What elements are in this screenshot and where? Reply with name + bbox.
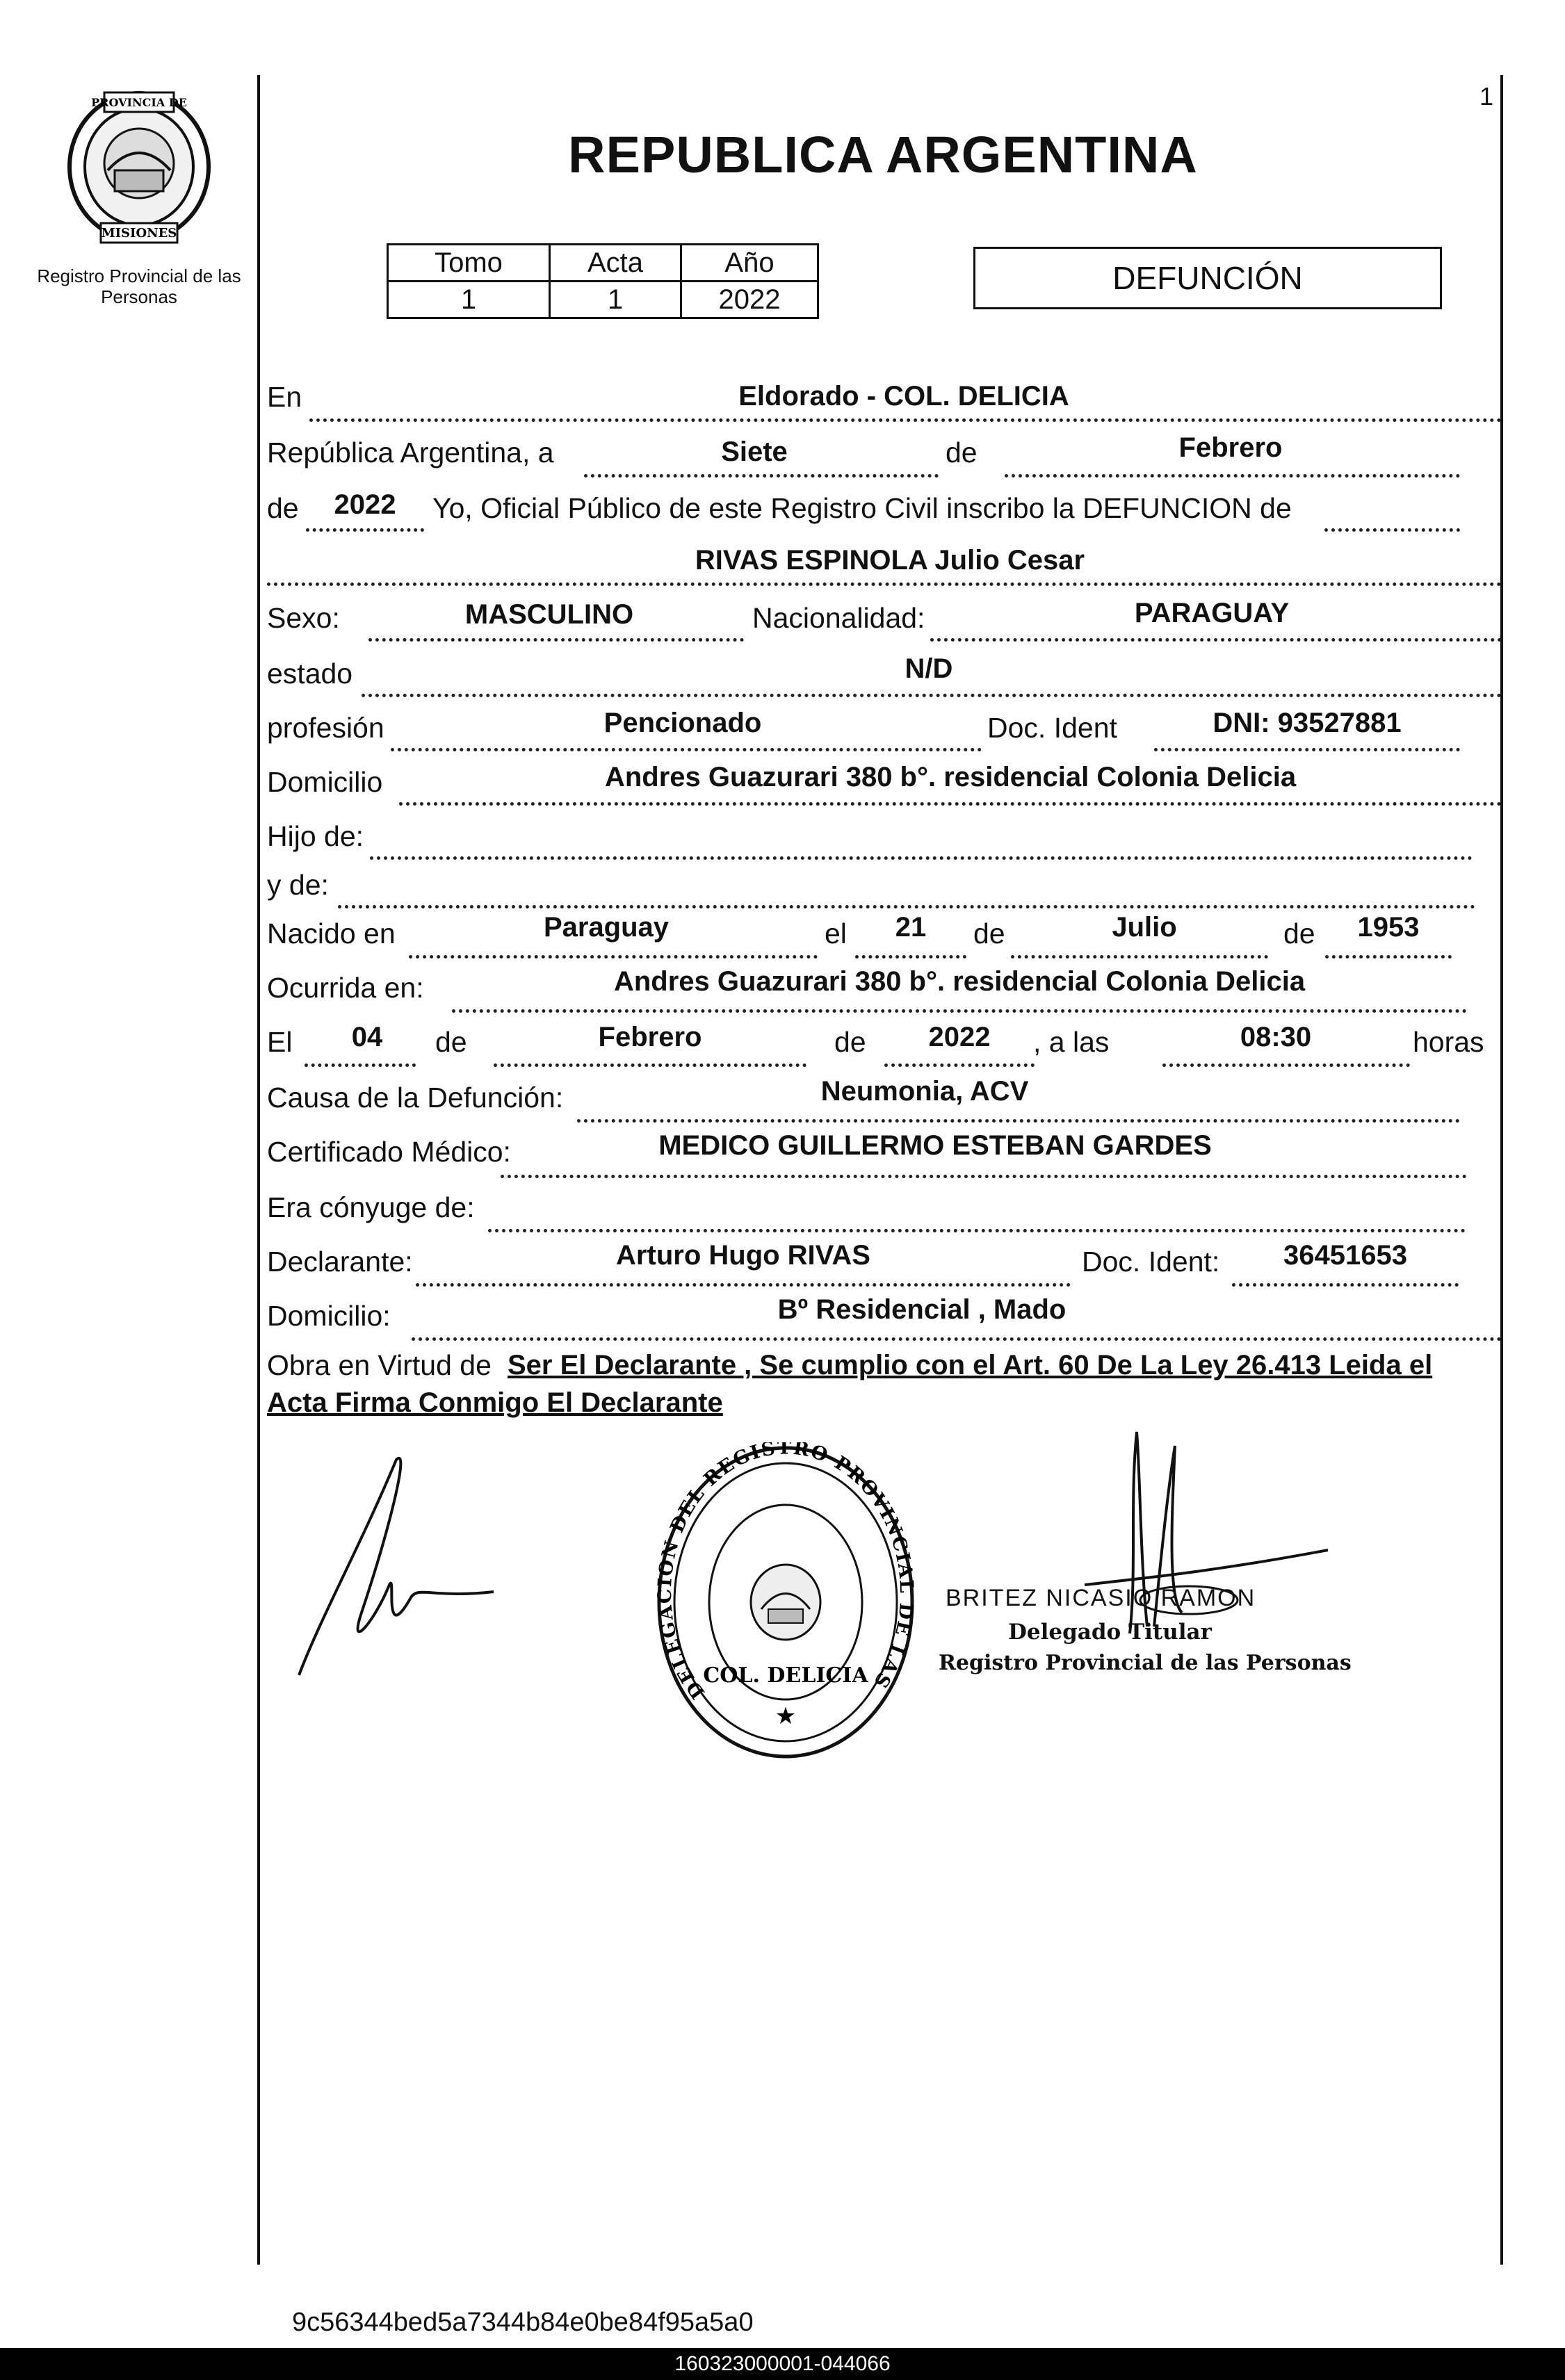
certificado-dotted-line bbox=[501, 1175, 1467, 1178]
ocurrida-dotted-line bbox=[452, 1009, 1467, 1013]
declarante-value: Arturo Hugo RIVAS bbox=[616, 1240, 870, 1271]
hijo-dotted-line bbox=[370, 856, 1473, 860]
document-type-box: DEFUNCIÓN bbox=[973, 247, 1442, 309]
sexo-value: MASCULINO bbox=[464, 599, 634, 630]
acta-value: 1 bbox=[550, 282, 681, 318]
obra-text-line-1: Ser El Declarante , Se cumplio con el Art. 60 De La Ley 26.413 Leida el bbox=[508, 1350, 1433, 1380]
domicilio-dotted-line bbox=[399, 802, 1502, 806]
El-label: El bbox=[267, 1026, 293, 1058]
birth-day-dotted-line bbox=[855, 955, 966, 959]
month-dotted-line bbox=[1005, 474, 1460, 478]
nacido-label: Nacido en bbox=[267, 918, 396, 949]
right-margin-line bbox=[1500, 75, 1503, 2265]
declarante-dom-value: Bº Residencial , Mado bbox=[777, 1294, 1067, 1325]
estado-dotted-line bbox=[362, 694, 1502, 697]
estado-value: N/D bbox=[905, 653, 953, 684]
conyuge-dotted-line bbox=[488, 1229, 1466, 1232]
birth-year-value: 1953 bbox=[1357, 912, 1420, 943]
estado-label: estado bbox=[267, 658, 353, 690]
doc-ident-dotted-line bbox=[1154, 748, 1460, 751]
tomo-header: Tomo bbox=[388, 245, 550, 282]
barcode-id: 160323000001-044066 bbox=[674, 2352, 891, 2375]
deceased-name-value: RIVAS ESPINOLA Julio Cesar bbox=[695, 545, 1085, 576]
acta-header: Acta bbox=[550, 245, 681, 282]
horas-label: horas bbox=[1413, 1026, 1484, 1058]
a-las-label: , a las bbox=[1033, 1026, 1110, 1058]
y-de-label: y de: bbox=[267, 869, 329, 901]
birth-day-value: 21 bbox=[895, 912, 927, 943]
ano-value: 2022 bbox=[681, 282, 818, 318]
official-registry: Registro Provincial de las Personas bbox=[939, 1651, 1352, 1675]
page-title: REPUBLICA ARGENTINA bbox=[568, 126, 1198, 184]
profesion-dotted-line bbox=[391, 748, 982, 751]
conyuge-label: Era cónyuge de: bbox=[267, 1191, 475, 1223]
sexo-label: Sexo: bbox=[267, 602, 340, 634]
republica-label: República Argentina, a bbox=[267, 437, 554, 468]
doc-ident-label: Doc. Ident bbox=[987, 712, 1117, 744]
document-hash: 9c56344bed5a7344b84e0be84f95a5a0 bbox=[292, 2308, 754, 2337]
place-value: Eldorado - COL. DELICIA bbox=[738, 381, 1069, 411]
declarante-doc-label: Doc. Ident: bbox=[1082, 1246, 1220, 1278]
page-number: 1 bbox=[1479, 82, 1494, 111]
declarante-dotted-line bbox=[416, 1283, 1071, 1287]
hijo-label: Hijo de: bbox=[267, 820, 364, 852]
official-title: Delegado Titular bbox=[1008, 1620, 1212, 1645]
ano-header: Año bbox=[681, 245, 818, 282]
certificado-label: Certificado Médico: bbox=[267, 1136, 511, 1168]
de-label-5: de bbox=[435, 1026, 467, 1058]
day-dotted-line bbox=[584, 474, 939, 478]
y-de-dotted-line bbox=[338, 905, 1475, 908]
death-time-value: 08:30 bbox=[1240, 1022, 1312, 1052]
en-label: En bbox=[267, 381, 302, 413]
certificado-value: MEDICO GUILLERMO ESTEBAN GARDES bbox=[658, 1130, 1212, 1161]
declarante-label: Declarante: bbox=[267, 1246, 413, 1278]
declarante-doc-dotted-line bbox=[1232, 1283, 1459, 1287]
death-year-value: 2022 bbox=[928, 1022, 991, 1052]
birth-month-dotted-line bbox=[1011, 955, 1268, 959]
svg-text:★: ★ bbox=[775, 1703, 797, 1729]
tomo-value: 1 bbox=[388, 282, 550, 318]
seal-outer-text: DELEGACION DEL REGISTRO PROVINCIAL DE LAS bbox=[654, 1442, 918, 1703]
svg-text:MISIONES: MISIONES bbox=[101, 226, 177, 241]
book-table bbox=[387, 243, 819, 319]
footer-bar bbox=[0, 2348, 1565, 2380]
registry-name: Registro Provincial de las Personas bbox=[37, 266, 241, 307]
ocurrida-en-value: Andres Guazurari 380 b°. residencial Colonia Delicia bbox=[613, 966, 1306, 997]
left-margin-line bbox=[257, 75, 260, 2265]
provincia-misiones-emblem bbox=[63, 87, 216, 247]
death-day-value: 04 bbox=[351, 1022, 383, 1052]
svg-text:PROVINCIA DE: PROVINCIA DE bbox=[91, 96, 187, 109]
profesion-label: profesión bbox=[267, 712, 384, 744]
domicilio-value: Andres Guazurari 380 b°. residencial Colonia Delicia bbox=[604, 762, 1297, 792]
nacido-dotted-line bbox=[409, 955, 818, 959]
de-label-4: de bbox=[1283, 918, 1315, 949]
death-month-value: Febrero bbox=[598, 1022, 702, 1052]
profesion-value: Pencionado bbox=[603, 708, 762, 738]
official-name: BRITEZ NICASIO RAMON bbox=[946, 1585, 1256, 1611]
doc-ident-value: DNI: 93527881 bbox=[1213, 708, 1402, 738]
inscribo-text: Yo, Oficial Público de este Registro Civil inscribo la DEFUNCION de bbox=[432, 492, 1292, 524]
seal-inner-text: COL. DELICIA bbox=[703, 1663, 868, 1688]
inscribo-dotted-line bbox=[1324, 528, 1460, 532]
nacionalidad-dotted-line bbox=[930, 638, 1502, 642]
obra-text-line-2: Acta Firma Conmigo El Declarante bbox=[267, 1387, 723, 1418]
en-dotted-line bbox=[309, 418, 1502, 422]
declarante-dom-label: Domicilio: bbox=[267, 1300, 391, 1332]
declarant-signature bbox=[278, 1446, 528, 1696]
domicilio-label: Domicilio bbox=[267, 766, 383, 798]
death-day-dotted-line bbox=[305, 1063, 416, 1067]
day-word-value: Siete bbox=[721, 437, 788, 467]
declarante-dom-dotted-line bbox=[412, 1337, 1502, 1341]
causa-label: Causa de la Defunción: bbox=[267, 1082, 564, 1114]
birth-month-value: Julio bbox=[1112, 912, 1177, 943]
de-label-3: de bbox=[973, 918, 1005, 949]
declarante-doc-value: 36451653 bbox=[1283, 1240, 1407, 1271]
year-value: 2022 bbox=[334, 489, 396, 520]
year-dotted-line bbox=[306, 528, 424, 532]
obra-label: Obra en Virtud de bbox=[267, 1349, 492, 1381]
death-year-dotted-line bbox=[884, 1063, 1035, 1067]
month-value: Febrero bbox=[1178, 432, 1283, 463]
causa-value: Neumonia, ACV bbox=[820, 1076, 1029, 1107]
sexo-dotted-line bbox=[368, 638, 744, 642]
de-label-1: de bbox=[946, 437, 978, 468]
nacionalidad-value: PARAGUAY bbox=[1134, 598, 1290, 628]
birth-year-dotted-line bbox=[1325, 955, 1452, 959]
causa-dotted-line bbox=[577, 1119, 1460, 1123]
name-dotted-line bbox=[267, 582, 1502, 586]
de-label-6: de bbox=[834, 1026, 866, 1058]
el-label: el bbox=[825, 918, 847, 949]
de-label-2: de bbox=[267, 492, 299, 524]
death-time-dotted-line bbox=[1162, 1063, 1410, 1067]
death-month-dotted-line bbox=[494, 1063, 806, 1067]
nacido-en-value: Paraguay bbox=[543, 912, 670, 943]
ocurrida-label: Ocurrida en: bbox=[267, 972, 424, 1004]
official-seal bbox=[654, 1442, 918, 1762]
nacionalidad-label: Nacionalidad: bbox=[752, 602, 925, 634]
